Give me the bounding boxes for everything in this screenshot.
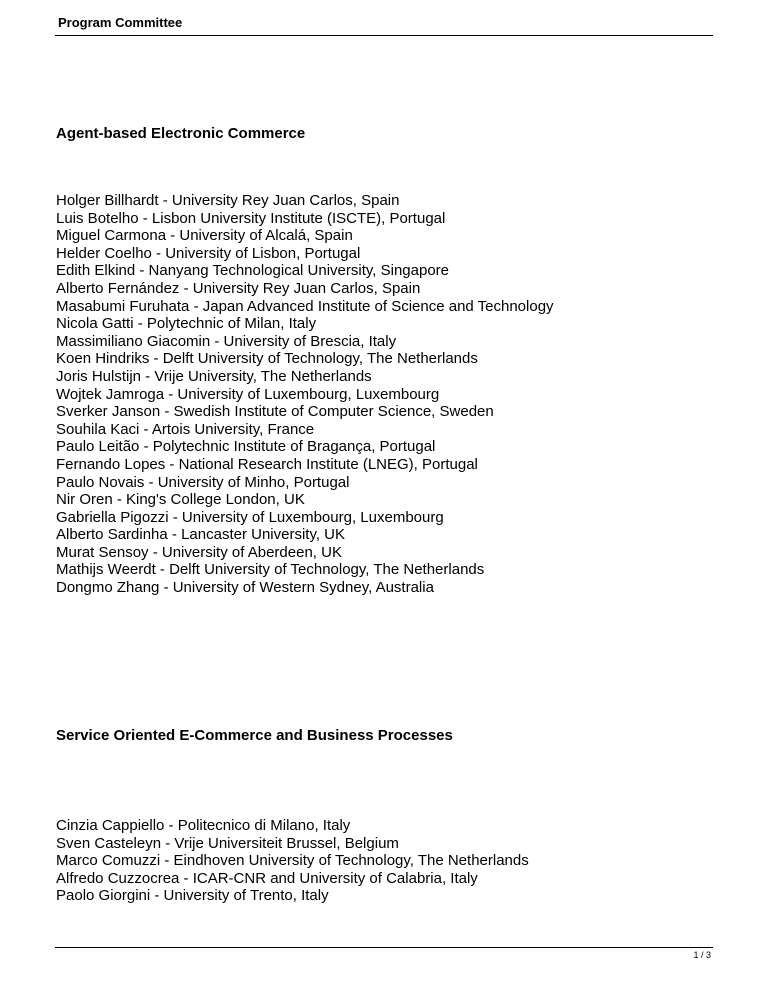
list-item: Paolo Giorgini - University of Trento, Italy — [56, 887, 329, 905]
list-item: Massimiliano Giacomin - University of Brescia, Italy — [56, 332, 397, 350]
list-item: Souhila Kaci - Artois University, France — [56, 420, 315, 438]
list-item: Alberto Sardinha - Lancaster University, UK — [56, 526, 346, 544]
list-item: Mathijs Weerdt - Delft University of Technology, The Netherlands — [56, 561, 485, 579]
list-item: Alberto Fernández - University Rey Juan Carlos, Spain — [56, 279, 421, 297]
list-item: Murat Sensoy - University of Aberdeen, UK — [56, 543, 342, 561]
header-divider — [55, 35, 713, 36]
list-item: Alfredo Cuzzocrea - ICAR-CNR and University of Calabria, Italy — [56, 869, 478, 887]
list-item: Holger Billhardt - University Rey Juan Carlos, Spain — [56, 192, 400, 209]
list-item: Gabriella Pigozzi - University of Luxembourg, Luxembourg — [56, 508, 444, 526]
list-item: Joris Hulstijn - Vrije University, The Netherlands — [56, 367, 372, 385]
list-item: Paulo Leitão - Polytechnic Institute of Bragança, Portugal — [56, 438, 436, 456]
list-item: Sven Casteleyn - Vrije Universiteit Brussel, Belgium — [56, 834, 399, 852]
list-item: Nir Oren - King's College London, UK — [56, 491, 305, 509]
list-item: Masabumi Furuhata - Japan Advanced Institute of Science and Technology — [56, 297, 554, 315]
list-item: Helder Coelho - University of Lisbon, Portugal — [56, 244, 361, 262]
list-item: Dongmo Zhang - University of Western Sydney, Australia — [56, 579, 434, 597]
member-list-service-oriented — [56, 817, 529, 905]
page-header-title: Program Committee — [58, 15, 183, 30]
list-item: Koen Hindriks - Delft University of Technology, The Netherlands — [56, 350, 478, 368]
list-item: Nicola Gatti - Polytechnic of Milan, Italy — [56, 315, 317, 333]
member-list-agent-based — [56, 192, 554, 597]
list-item: Sverker Janson - Swedish Institute of Computer Science, Sweden — [56, 403, 494, 421]
footer-divider — [55, 947, 713, 948]
list-item: Paulo Novais - University of Minho, Portugal — [56, 473, 350, 491]
list-item: Fernando Lopes - National Research Institute (LNEG), Portugal — [56, 455, 478, 473]
list-item: Marco Comuzzi - Eindhoven University of Technology, The Netherlands — [56, 852, 529, 870]
list-item: Luis Botelho - Lisbon University Institute (ISCTE), Portugal — [56, 209, 446, 227]
section-heading-service-oriented: Service Oriented E-Commerce and Business Processes — [56, 727, 453, 744]
list-item: Miguel Carmona - University of Alcalá, Spain — [56, 227, 353, 245]
list-item: Cinzia Cappiello - Politecnico di Milano, Italy — [56, 817, 351, 834]
list-item: Edith Elkind - Nanyang Technological University, Singapore — [56, 262, 449, 280]
list-item: Wojtek Jamroga - University of Luxembourg, Luxembourg — [56, 385, 440, 403]
section-heading-agent-based: Agent-based Electronic Commerce — [56, 125, 306, 142]
page-number: 1 / 3 — [693, 950, 711, 960]
